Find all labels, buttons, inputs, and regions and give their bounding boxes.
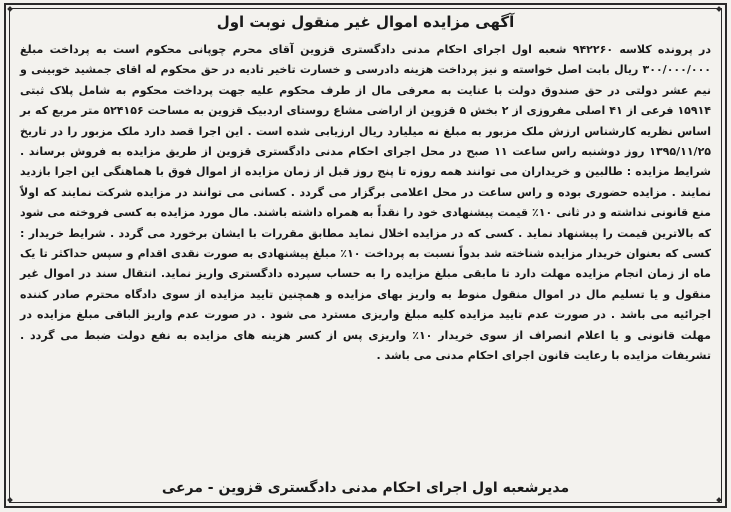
notice-signature: مدیرشعبه اول اجرای احکام مدنی دادگستری قزوین - مرعی: [161, 480, 570, 496]
notice-title: آگهی مزایده اموال غیر منقول نوبت اول: [216, 13, 515, 31]
corner-ornament-icon: [714, 4, 726, 16]
corner-ornament-icon: [5, 495, 17, 507]
notice-content: [20, 12, 711, 498]
corner-ornament-icon: [5, 4, 17, 16]
corner-ornament-icon: [714, 495, 726, 507]
notice-body: در پرونده کلاسه ۹۴۲۲۶۰ شعبه اول اجرای احکام مدنی دادگستری قزوین آقای محرم چوپانی محکوم است به پرداخت مبلغ ۳۰۰/۰۰۰/۰۰۰ ریال بابت اصل خواسته و نیز پرداخت هزینه دادرسی و خسارت تاخیر تادیه در حق محکوم له اقای جمشید خوبینی و نیم عشر دولتی در حق صندوق دولت با عنایت به معرفی مال از طرف محکوم علیه جهت پرداخت محکوم به شامل پلاک ثبتی ۱۵۹۱۴ فرعی از ۴۱ اصلی مفروزی از ۲ بخش ۵ قزوین از اراضی مشاع روستای اردبیک قزوین به مساحت ۵۲۴۱۵۶ متر مربع که بر اساس نظریه کارشناس ارزش ملک مزبور به مبلغ نه میلیارد ریال ارزیابی شده است . این اجرا قصد دارد ملک مزبور را در تاریخ ۱۳۹۵/۱۱/۲۵ روز دوشنبه راس ساعت ۱۱ صبح در محل اجرای احکام مدنی دادگستری قزوین از طریق مزایده به فروش برساند . شرایط مزایده : طالبین و خریداران می توانند همه روزه تا پنج روز قبل از زمان مزایده از اموال فوق با هماهنگی این اجرا بازدید نمایند . مزایده حضوری بوده و راس ساعت در محل اعلامی برگزار می گردد . کسانی می توانند در مزایده شرکت نمایند که اولاً منع قانونی نداشته و در ثانی ۱۰٪ قیمت پیشنهادی خود را نقداً به همراه داشته باشند. مال مورد مزایده به کسی فروخته می شود که بالاترین قیمت را پیشنهاد نماید . کسی که در مزایده اخلال نماید مطابق مقررات با ایشان برخورد می گردد . شرایط خریدار : کسی که بعنوان خریدار مزایده شناخته شد بدواً نسبت به پرداخت ۱۰٪ مبلغ پیشنهادی به صورت نقدی اقدام و سپس حداکثر تا یک ماه از زمان انجام مزایده مهلت دارد تا مابقی مبلغ مزایده را به حساب سپرده دادگستری واریز نماید. انتقال سند در اموال غیر منقول و یا تسلیم مال در اموال منقول منوط به واریز بهای مزایده و همچنین تایید مزایده از سوی دادگاه محترم صادر کننده اجرائیه می باشد . در صورت عدم تایید مزایده کلیه مبلغ واریزی مسترد می شود . در صورت عدم واریز الباقی مبلغ مزایده در مهلت قانونی و یا اعلام انصراف از سوی خریدار ۱۰٪ واریزی پس از کسر هزینه های مزایده به نفع دولت ضبط می گردد . تشریفات مزایده با رعایت قانون اجرای احکام مدنی می باشد .: [20, 43, 712, 363]
